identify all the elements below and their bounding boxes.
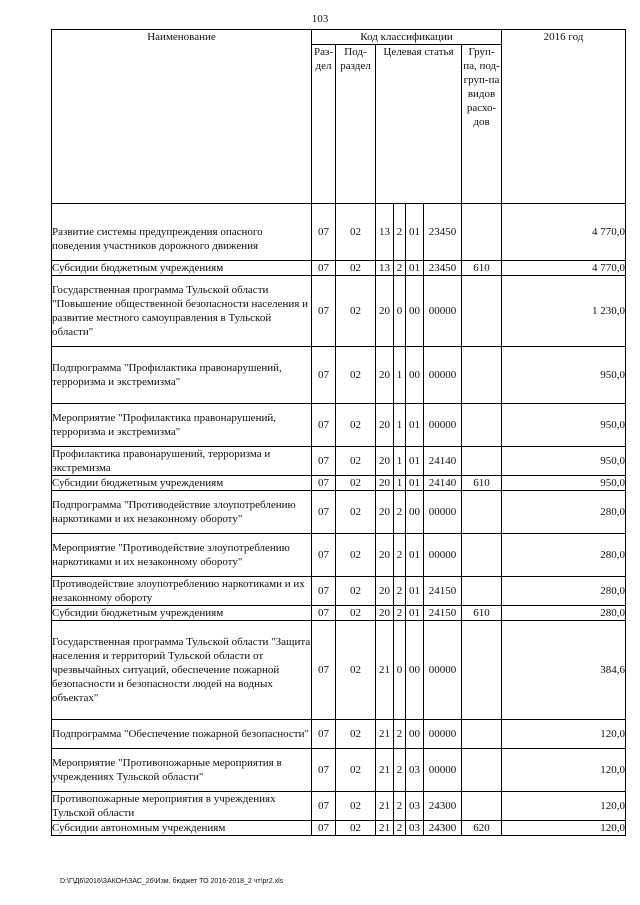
target-part-2: 2	[394, 792, 406, 821]
row-name-text: Мероприятие "Профилактика правонарушений, терроризма и экстремизма"	[52, 412, 276, 438]
expense-type-code	[462, 347, 502, 404]
target-part-4: 00000	[424, 404, 462, 447]
file-path-footer: D:\Г\Д6\2016\ЗАКОН\ЗАС_26\Изм. бюджет ТО 2016-2018_2 чт\pr2.xls	[60, 878, 284, 885]
expense-type-code	[462, 792, 502, 821]
target-part-3: 00	[406, 276, 424, 347]
section-code: 07	[312, 821, 336, 836]
row-name-text: Субсидии бюджетным учреждениям	[52, 262, 224, 274]
target-part-1: 13	[376, 204, 394, 261]
amount-2016: 280,0	[502, 491, 626, 534]
target-part-1: 21	[376, 792, 394, 821]
subsection-code: 02	[336, 204, 376, 261]
target-part-1: 21	[376, 720, 394, 749]
subsection-code: 02	[336, 606, 376, 621]
row-name-text: Подпрограмма "Профилактика правонарушений, терроризма и экстремизма"	[52, 362, 282, 388]
expense-type-code	[462, 491, 502, 534]
target-part-2: 0	[394, 621, 406, 720]
amount-2016: 280,0	[502, 534, 626, 577]
table-row	[52, 749, 626, 792]
expense-type-code	[462, 577, 502, 606]
target-part-1: 20	[376, 577, 394, 606]
target-part-3: 03	[406, 749, 424, 792]
row-name	[52, 606, 312, 621]
subsection-code: 02	[336, 749, 376, 792]
target-part-1: 13	[376, 261, 394, 276]
section-code: 07	[312, 204, 336, 261]
row-name-text: Подпрограмма "Обеспечение пожарной безопасности"	[52, 728, 309, 740]
row-name	[52, 347, 312, 404]
table-row	[52, 491, 626, 534]
target-part-3: 01	[406, 606, 424, 621]
expense-type-code	[462, 204, 502, 261]
target-part-4: 24300	[424, 821, 462, 836]
expense-type-code	[462, 534, 502, 577]
amount-2016: 384,6	[502, 621, 626, 720]
target-part-1: 20	[376, 447, 394, 476]
target-part-2: 0	[394, 276, 406, 347]
amount-2016: 280,0	[502, 577, 626, 606]
amount-2016: 120,0	[502, 720, 626, 749]
target-part-3: 01	[406, 204, 424, 261]
row-name	[52, 491, 312, 534]
subsection-code: 02	[336, 447, 376, 476]
target-part-4: 23450	[424, 261, 462, 276]
target-part-2: 2	[394, 204, 406, 261]
row-name-text: Противопожарные мероприятия в учреждениях Тульской области	[52, 793, 276, 819]
expense-type-code	[462, 447, 502, 476]
table-row	[52, 347, 626, 404]
section-code: 07	[312, 261, 336, 276]
target-part-3: 00	[406, 347, 424, 404]
target-part-4: 00000	[424, 720, 462, 749]
target-part-2: 1	[394, 447, 406, 476]
section-code: 07	[312, 447, 336, 476]
target-part-4: 24300	[424, 792, 462, 821]
table-row	[52, 720, 626, 749]
table-row	[52, 534, 626, 577]
target-part-4: 24150	[424, 577, 462, 606]
section-code: 07	[312, 476, 336, 491]
row-name-text: Мероприятие "Противодействие злоупотреблению наркотиками и их незаконному обороту"	[52, 542, 290, 568]
target-part-1: 20	[376, 476, 394, 491]
target-part-2: 2	[394, 720, 406, 749]
target-part-2: 1	[394, 476, 406, 491]
table-row	[52, 447, 626, 476]
table-row	[52, 792, 626, 821]
header-name: Наименование	[52, 30, 312, 204]
row-name-text: Профилактика правонарушений, терроризма и экстремизма	[52, 448, 271, 474]
target-part-1: 21	[376, 621, 394, 720]
subsection-code: 02	[336, 720, 376, 749]
target-part-3: 01	[406, 577, 424, 606]
header-target: Целевая статья	[376, 45, 462, 204]
section-code: 07	[312, 621, 336, 720]
target-part-2: 2	[394, 577, 406, 606]
amount-2016: 950,0	[502, 347, 626, 404]
row-name	[52, 476, 312, 491]
row-name	[52, 621, 312, 720]
target-part-1: 21	[376, 821, 394, 836]
target-part-4: 00000	[424, 621, 462, 720]
table-row	[52, 476, 626, 491]
target-part-2: 2	[394, 534, 406, 577]
amount-2016: 120,0	[502, 792, 626, 821]
subsection-code: 02	[336, 276, 376, 347]
row-name	[52, 720, 312, 749]
row-name	[52, 577, 312, 606]
section-code: 07	[312, 577, 336, 606]
row-name	[52, 404, 312, 447]
subsection-code: 02	[336, 261, 376, 276]
row-name-text: Субсидии бюджетным учреждениям	[52, 607, 224, 619]
target-part-1: 20	[376, 491, 394, 534]
target-part-1: 20	[376, 276, 394, 347]
target-part-2: 1	[394, 404, 406, 447]
amount-2016: 120,0	[502, 749, 626, 792]
table-row	[52, 821, 626, 836]
target-part-4: 00000	[424, 534, 462, 577]
row-name-text: Мероприятие "Противопожарные мероприятия в учреждениях Тульской области"	[52, 757, 282, 783]
amount-2016: 950,0	[502, 476, 626, 491]
row-name	[52, 534, 312, 577]
amount-2016: 4 770,0	[502, 261, 626, 276]
target-part-1: 20	[376, 347, 394, 404]
target-part-3: 03	[406, 821, 424, 836]
target-part-2: 2	[394, 749, 406, 792]
table-row	[52, 261, 626, 276]
subsection-code: 02	[336, 476, 376, 491]
row-name	[52, 749, 312, 792]
row-name	[52, 261, 312, 276]
target-part-4: 00000	[424, 276, 462, 347]
subsection-code: 02	[336, 534, 376, 577]
target-part-3: 01	[406, 476, 424, 491]
subsection-code: 02	[336, 491, 376, 534]
target-part-3: 00	[406, 491, 424, 534]
header-group: Груп-па, под-груп-па видов расхо-дов	[462, 45, 502, 204]
row-name-text: Подпрограмма "Противодействие злоупотреблению наркотиками и их незаконному обороту"	[52, 499, 296, 525]
page-number: 103	[311, 13, 329, 25]
row-name	[52, 276, 312, 347]
row-name	[52, 821, 312, 836]
section-code: 07	[312, 792, 336, 821]
target-part-2: 2	[394, 821, 406, 836]
target-part-3: 00	[406, 720, 424, 749]
target-part-3: 00	[406, 621, 424, 720]
expense-type-code	[462, 749, 502, 792]
row-name	[52, 792, 312, 821]
amount-2016: 950,0	[502, 404, 626, 447]
target-part-2: 2	[394, 491, 406, 534]
subsection-code: 02	[336, 404, 376, 447]
target-part-4: 24150	[424, 606, 462, 621]
section-code: 07	[312, 720, 336, 749]
table-row	[52, 606, 626, 621]
table-row	[52, 404, 626, 447]
target-part-1: 20	[376, 606, 394, 621]
table-row	[52, 276, 626, 347]
row-name	[52, 447, 312, 476]
target-part-1: 20	[376, 534, 394, 577]
section-code: 07	[312, 347, 336, 404]
target-part-4: 24140	[424, 476, 462, 491]
target-part-3: 01	[406, 534, 424, 577]
row-name-text: Субсидии автономным учреждениям	[52, 822, 226, 834]
subsection-code: 02	[336, 347, 376, 404]
subsection-code: 02	[336, 621, 376, 720]
amount-2016: 4 770,0	[502, 204, 626, 261]
expense-type-code: 610	[462, 261, 502, 276]
amount-2016: 280,0	[502, 606, 626, 621]
budget-table	[51, 29, 626, 836]
target-part-4: 00000	[424, 749, 462, 792]
target-part-3: 01	[406, 404, 424, 447]
expense-type-code: 620	[462, 821, 502, 836]
target-part-4: 24140	[424, 447, 462, 476]
section-code: 07	[312, 749, 336, 792]
expense-type-code	[462, 276, 502, 347]
subsection-code: 02	[336, 821, 376, 836]
table-row	[52, 577, 626, 606]
expense-type-code	[462, 404, 502, 447]
target-part-3: 03	[406, 792, 424, 821]
table-row	[52, 621, 626, 720]
expense-type-code	[462, 720, 502, 749]
target-part-1: 20	[376, 404, 394, 447]
amount-2016: 1 230,0	[502, 276, 626, 347]
header-section: Раз-дел	[312, 45, 336, 204]
amount-2016: 950,0	[502, 447, 626, 476]
section-code: 07	[312, 491, 336, 534]
header-year: 2016 год	[502, 30, 626, 204]
target-part-2: 1	[394, 347, 406, 404]
expense-type-code: 610	[462, 606, 502, 621]
target-part-2: 2	[394, 606, 406, 621]
target-part-3: 01	[406, 261, 424, 276]
header-classification: Код классификации	[312, 30, 502, 45]
target-part-2: 2	[394, 261, 406, 276]
section-code: 07	[312, 606, 336, 621]
row-name-text: Развитие системы предупреждения опасного поведения участников дорожного движения	[52, 226, 263, 252]
section-code: 07	[312, 534, 336, 577]
expense-type-code	[462, 621, 502, 720]
target-part-4: 00000	[424, 347, 462, 404]
row-name-text: Противодействие злоупотреблению наркотиками и их незаконному обороту	[52, 578, 305, 604]
target-part-4: 00000	[424, 491, 462, 534]
amount-2016: 120,0	[502, 821, 626, 836]
table-row	[52, 204, 626, 261]
header-row-top	[52, 30, 626, 45]
section-code: 07	[312, 404, 336, 447]
row-name-text: Субсидии бюджетным учреждениям	[52, 477, 224, 489]
target-part-3: 01	[406, 447, 424, 476]
subsection-code: 02	[336, 792, 376, 821]
row-name-text: Государственная программа Тульской области "Защита населения и территорий Тульской области от чрезвычайных ситуаций, обеспечение пожарной безопасности и безопасности людей на водных объектах"	[52, 636, 311, 704]
row-name	[52, 204, 312, 261]
expense-type-code: 610	[462, 476, 502, 491]
target-part-4: 23450	[424, 204, 462, 261]
header-subsection: Под-раздел	[336, 45, 376, 204]
section-code: 07	[312, 276, 336, 347]
row-name-text: Государственная программа Тульской области "Повышение общественной безопасности населения и развитие местного самоуправления в Тульской области"	[52, 284, 309, 338]
target-part-1: 21	[376, 749, 394, 792]
subsection-code: 02	[336, 577, 376, 606]
